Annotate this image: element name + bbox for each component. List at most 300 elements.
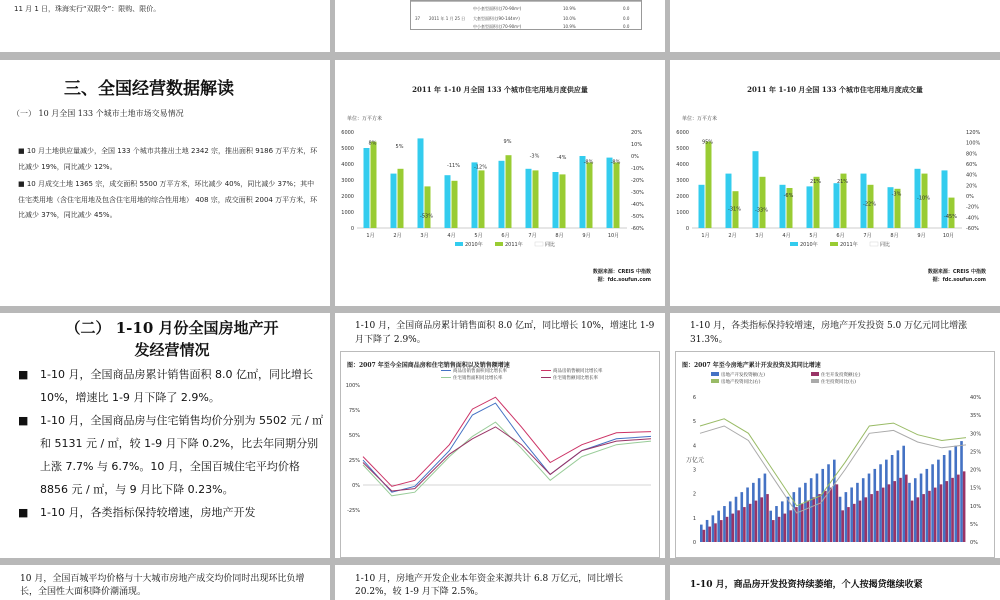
bar [879, 464, 882, 542]
bar [700, 525, 703, 542]
bar [807, 501, 810, 542]
bullet-item [18, 363, 328, 409]
bar [862, 478, 865, 542]
data-label: -8% [583, 159, 594, 166]
table-cell: 0.0 [623, 16, 630, 21]
bar [706, 520, 709, 542]
y2-tick-label: 35% [970, 413, 982, 420]
y2-tick-label: -40% [966, 215, 979, 222]
bullet-text: 1-10 月，全国商品房与住宅销售均价分别为 5502 元 / ㎡和 5131 元 / ㎡，较 1-9 月下降 0.2%，比去年同期分别上涨 7.7% 与 6.7%。10 月，全国百城住宅平均价格 8856 元 / ㎡，与 9 月比下降 0.23%。 [40, 414, 324, 496]
data-label: -33% [755, 207, 768, 214]
bar [553, 172, 559, 228]
bar [760, 497, 763, 542]
slide-thumbnail-8[interactable] [335, 313, 665, 558]
x-tick-label: 1月 [701, 233, 710, 239]
bar [882, 488, 885, 542]
bar [859, 501, 862, 542]
slide-thumbnail-5[interactable] [335, 60, 665, 306]
bar [781, 501, 784, 542]
data-label: 8% [368, 140, 377, 147]
data-label: 21% [809, 178, 822, 185]
bar [703, 530, 706, 542]
y-tick-label: 2 [692, 491, 696, 498]
legend-swatch [535, 242, 543, 246]
bar [934, 488, 937, 542]
bar [717, 511, 720, 542]
source-line: 数据来源：CREIS 中指数 [592, 269, 651, 275]
y2-tick-label: 100% [966, 140, 981, 147]
bar [587, 162, 593, 228]
data-label: 95% [701, 139, 714, 146]
y-tick-label: 4 [692, 443, 696, 450]
x-tick-label: 6月 [501, 233, 510, 239]
legend-label: 房地产开发投资额(左) [721, 373, 766, 378]
y2-tick-label: 15% [970, 485, 982, 492]
y-unit-label: 万亿元 [686, 457, 705, 464]
bar [943, 455, 946, 542]
y-tick-label: 3000 [676, 178, 689, 184]
bar [723, 506, 726, 542]
slide-caption: 1-10 月，商品房开发投资持续萎缩，个人按揭贷继续收紧 [690, 580, 923, 590]
y-tick-label: 4000 [341, 162, 354, 168]
legend-label: 2010年 [800, 242, 818, 248]
table-cell: 10.9% [563, 6, 576, 11]
data-label: -3% [891, 191, 902, 198]
y2-tick-label: -20% [631, 178, 644, 184]
bar [914, 478, 917, 542]
y2-tick-label: 0% [631, 154, 639, 160]
bar [735, 497, 738, 542]
bar [917, 497, 920, 542]
x-tick-label: 10月 [607, 233, 620, 239]
y-tick-label: 1000 [341, 210, 354, 216]
y-tick-label: 2000 [341, 194, 354, 200]
bar [445, 175, 451, 228]
slide-thumbnail-4[interactable] [0, 60, 330, 306]
slide-thumbnail-11[interactable] [335, 565, 665, 600]
x-tick-label: 3月 [755, 233, 764, 239]
table-cell: 大套型面积比(90-144m²) [473, 16, 520, 21]
data-label: 21% [836, 178, 849, 185]
bar [888, 484, 891, 542]
x-tick-label: 7月 [863, 233, 872, 239]
bar [818, 494, 821, 542]
legend-label: 2011年 [840, 242, 858, 248]
bar [740, 492, 743, 542]
y-tick-label: 75% [348, 408, 360, 414]
table-cell: 中小套型面积比(70-90m²) [473, 24, 522, 29]
chart-source [928, 268, 986, 284]
y-tick-label: 4000 [676, 162, 689, 168]
bar [847, 507, 850, 542]
chart-title: 图：2007 年至今全国商品房和住宅销售面积以及销售额增速 [347, 362, 510, 369]
bar [614, 162, 620, 228]
bar [949, 198, 955, 228]
bullet-text: 1-10 月，各类指标保持较增速，房地产开发 [40, 506, 256, 519]
bar [706, 142, 712, 228]
bar [732, 514, 735, 542]
table-cell: 2011 年 1 月 25 日 [429, 16, 466, 21]
bar [391, 174, 397, 228]
bar [506, 155, 512, 228]
bar [472, 162, 478, 228]
y-tick-label: 100% [345, 383, 360, 389]
bar [830, 488, 833, 542]
data-label: -45% [944, 214, 957, 220]
chart-title: 2011 年 1-10 月全国 133 个城市住宅用地月度供应量 [412, 85, 588, 94]
bar [876, 491, 879, 542]
y-tick-label: 5000 [676, 146, 689, 152]
table-cell: 37 [415, 16, 421, 21]
y2-tick-label: 20% [966, 183, 978, 190]
y2-tick-label: 30% [970, 431, 982, 438]
data-label: -22% [863, 201, 876, 208]
bar [899, 478, 902, 542]
bar [963, 471, 966, 542]
chart-frame [675, 351, 995, 558]
bar [533, 170, 539, 228]
bar [766, 494, 769, 542]
slide-thumbnail-12[interactable] [670, 565, 1000, 600]
bar [868, 474, 871, 542]
bullet-item [18, 501, 328, 524]
data-label: -11% [447, 163, 460, 170]
bar [839, 497, 842, 542]
section-heading: 三、全国经营数据解读 [64, 79, 234, 99]
y2-tick-label: 60% [966, 162, 978, 168]
slide-body [18, 363, 328, 524]
y-tick-label: 6 [692, 395, 696, 401]
data-table [410, 0, 642, 30]
bar [928, 491, 931, 542]
y-tick-label: 0 [350, 226, 354, 232]
bar [821, 469, 824, 542]
bar [865, 497, 868, 542]
heading-line: 发经营情况 [134, 341, 210, 359]
section-heading [22, 317, 322, 361]
bar [827, 464, 830, 542]
sales-growth-line-chart [341, 352, 661, 558]
legend-label: 2010年 [465, 242, 483, 248]
bar [893, 481, 896, 542]
bar [810, 478, 813, 542]
slide-thumbnail-6[interactable] [670, 60, 1000, 306]
y-tick-label: 25% [348, 458, 360, 464]
bar [772, 520, 775, 542]
bar [499, 161, 505, 228]
bar [908, 483, 911, 542]
data-label: -3% [529, 153, 540, 160]
y2-tick-label: 5% [970, 521, 978, 528]
bar [760, 177, 766, 228]
slide-caption: 1-10 月，各类指标保持较增速，房地产开发投资 5.0 万亿元同比增涨 31.3%。 [690, 321, 968, 345]
y2-tick-label: 25% [970, 449, 982, 456]
data-label: -31% [728, 206, 741, 213]
y2-tick-label: 120% [966, 130, 981, 136]
x-tick-label: 5月 [809, 233, 818, 239]
y2-tick-label: -30% [631, 190, 644, 196]
y-tick-label: 3 [692, 467, 696, 474]
legend-swatch [811, 372, 819, 376]
chart-title: 2011 年 1-10 月全国 133 个城市住宅用地月度成交量 [747, 85, 923, 94]
y-tick-label: 5000 [341, 146, 354, 152]
y2-tick-label: 40% [970, 395, 982, 401]
y2-tick-label: 0% [970, 540, 978, 546]
bar [607, 158, 613, 228]
table-cell: 0.0 [623, 24, 630, 29]
paragraph: ■ 10 月土地供应量减少，全国 133 个城市共推出土地 2342 宗，推出面积 9186 万平方米，环比减少 19%，同比减少 12%。 [18, 147, 318, 171]
legend-swatch [495, 242, 503, 246]
x-tick-label: 8月 [890, 233, 899, 239]
bar [755, 501, 758, 542]
bar [905, 475, 908, 542]
y-tick-label: 2000 [676, 194, 689, 200]
legend-label: 2011年 [505, 242, 523, 248]
x-tick-label: 9月 [917, 233, 926, 239]
x-tick-label: 2月 [728, 233, 737, 239]
legend-swatch [790, 242, 798, 246]
bar [752, 483, 755, 542]
bullet-icon: ■ [18, 368, 29, 381]
bar [753, 151, 759, 228]
source-line: 据：fdc.soufun.com [932, 277, 986, 283]
bar [834, 183, 840, 228]
bar [364, 148, 370, 228]
axis-unit: 单位：万平方米 [347, 116, 383, 122]
legend-label: 住宅销售面积同比增长率 [453, 376, 503, 381]
y2-tick-label: 80% [966, 151, 978, 158]
bullet-icon: ■ [18, 414, 29, 427]
bar [398, 169, 404, 228]
bar [833, 460, 836, 542]
bar [758, 478, 761, 542]
y2-tick-label: -60% [631, 226, 644, 232]
y2-tick-label: 20% [970, 467, 982, 474]
x-tick-label: 5月 [474, 233, 483, 239]
slide-caption: 1-10 月，房地产开发企业本年资金来源共计 6.8 万亿元，同比增长 20.2%，较 1-9 月下降 2.5%。 [355, 574, 624, 597]
investment-combo-chart [676, 352, 996, 558]
table-row [411, 20, 641, 35]
bar [960, 441, 963, 542]
legend-label: 同比 [880, 242, 891, 248]
y-tick-label: 5 [692, 419, 696, 426]
series-line [363, 422, 651, 496]
slide-thumbnail-7[interactable] [0, 313, 330, 558]
y2-tick-label: -20% [966, 204, 979, 211]
bar [841, 510, 844, 542]
table-cell: 中小套型面积比(70-90m²) [473, 6, 522, 11]
x-tick-label: 2月 [393, 233, 402, 239]
y2-tick-label: 10% [970, 503, 982, 510]
bar [920, 474, 923, 542]
y-tick-label: 6000 [676, 130, 689, 136]
bar [801, 504, 804, 542]
x-tick-label: 4月 [782, 233, 791, 239]
y-tick-label: 50% [348, 433, 360, 439]
data-label: -12% [474, 164, 487, 171]
x-tick-label: 7月 [528, 233, 537, 239]
legend-swatch [711, 379, 719, 383]
bar [726, 517, 729, 542]
chart-source [593, 268, 651, 284]
x-tick-label: 10月 [942, 233, 955, 239]
bar [926, 469, 929, 542]
bar [560, 174, 566, 228]
bar [945, 481, 948, 542]
data-label: -8% [610, 159, 621, 166]
y-tick-label: -25% [347, 508, 360, 514]
chart-frame [340, 351, 660, 558]
bar [775, 506, 778, 542]
source-line: 数据来源：CREIS 中指数 [927, 269, 986, 275]
bar [580, 156, 586, 228]
legend-swatch [455, 242, 463, 246]
legend-label: 住宅开发投资额(左) [821, 373, 861, 378]
bar [902, 446, 905, 542]
bar [949, 450, 952, 542]
x-tick-label: 6月 [836, 233, 845, 239]
bar [714, 523, 717, 542]
chart-title: 图：2007 年至今房地产累计开发投资及其同比增速 [682, 362, 821, 369]
bar [708, 527, 711, 542]
data-label: -53% [420, 213, 433, 220]
y2-tick-label: 20% [631, 130, 643, 136]
bar [764, 474, 767, 542]
bar [526, 169, 532, 228]
data-label: -4% [556, 154, 567, 161]
slide-thumbnail-1[interactable] [0, 0, 330, 52]
slide-thumbnail-2[interactable] [335, 0, 665, 52]
legend-label: 住宅销售额同比增长率 [553, 376, 598, 381]
bar [940, 484, 943, 542]
legend-label: 商品房销售面积同比增长率 [453, 369, 507, 374]
legend-label: 同比 [545, 242, 556, 248]
slide-body [18, 144, 318, 224]
x-tick-label: 9月 [582, 233, 591, 239]
slide-caption: 10 月，全国百城平均价格与十大城市房地产成交均价同时出现环比负增长，全国性大面积降价潮涌现。 [20, 574, 305, 597]
y-tick-label: 0% [352, 483, 360, 489]
slide-thumbnail-9[interactable] [670, 313, 1000, 558]
y2-tick-label: 0% [966, 194, 974, 200]
bar [853, 504, 856, 542]
bar [452, 181, 458, 228]
bar [807, 186, 813, 228]
bar [479, 170, 485, 228]
source-line: 据：fdc.soufun.com [597, 277, 651, 283]
bar [368, 140, 377, 228]
bar [778, 517, 781, 542]
bullet-icon: ■ [18, 506, 29, 519]
bar [856, 483, 859, 542]
bar [957, 475, 960, 542]
data-label: 5% [395, 144, 404, 150]
bar [737, 510, 740, 542]
bar [931, 464, 934, 542]
bar [812, 497, 815, 542]
bar [873, 469, 876, 542]
bar [845, 492, 848, 542]
y2-tick-label: -50% [631, 214, 644, 220]
table-cell: 0.0 [623, 6, 630, 11]
bar [816, 474, 819, 542]
bar [749, 504, 752, 542]
legend-label: 房地产投资同比(右) [721, 380, 761, 385]
axis-unit: 单位：万平方米 [682, 116, 718, 122]
y2-tick-label: 40% [966, 172, 978, 179]
data-label: 9% [503, 139, 512, 146]
data-label: -10% [917, 195, 930, 202]
legend-swatch [870, 242, 878, 246]
bar [780, 185, 786, 228]
y2-tick-label: 10% [631, 142, 643, 148]
legend-swatch [711, 372, 719, 376]
y-tick-label: 6000 [341, 130, 354, 136]
data-label: -6% [783, 193, 794, 200]
y-tick-label: 1000 [676, 210, 689, 216]
y2-tick-label: -40% [631, 202, 644, 208]
table-cell: 10.9% [563, 24, 576, 29]
slide-text: 11 月 1 日，珠海实行“双限令”：限购、限价。 [14, 5, 161, 13]
legend-swatch [830, 242, 838, 246]
slide-thumbnail-3[interactable] [670, 0, 1000, 52]
slide-thumbnail-10[interactable] [0, 565, 330, 600]
x-tick-label: 3月 [420, 233, 429, 239]
bar [784, 514, 787, 542]
bar [885, 460, 888, 542]
bar [911, 501, 914, 542]
x-tick-label: 1月 [366, 233, 375, 239]
sub-heading: （一） 10 月全国 133 个城市土地市场交易情况 [12, 109, 184, 118]
series-line [363, 427, 651, 491]
bar [951, 478, 954, 542]
bar [712, 515, 715, 542]
table-cell: 10.0% [563, 16, 576, 21]
bar [937, 460, 940, 542]
bar [850, 487, 853, 542]
bullet-item [18, 409, 328, 501]
bar [922, 494, 925, 542]
bar [425, 186, 431, 228]
y-tick-label: 0 [685, 226, 689, 232]
bar [769, 511, 772, 542]
bar [746, 487, 749, 542]
bar [891, 455, 894, 542]
bar [729, 501, 732, 542]
bar [836, 484, 839, 542]
bar [804, 483, 807, 542]
legend-swatch [811, 379, 819, 383]
bar [870, 494, 873, 542]
bar [787, 497, 790, 542]
y-tick-label: 1 [692, 515, 696, 522]
bar [789, 510, 792, 542]
y-tick-label: 3000 [341, 178, 354, 184]
x-tick-label: 8月 [555, 233, 564, 239]
y2-tick-label: -60% [966, 226, 979, 232]
bar [954, 446, 957, 542]
bar [726, 174, 732, 228]
bar [699, 185, 705, 228]
y-tick-label: 0 [692, 540, 696, 546]
bar [720, 520, 723, 542]
bar [743, 507, 746, 542]
bar [798, 487, 801, 542]
paragraph: ■ 10 月成交土地 1365 宗，成交面积 5500 万平方米，环比减少 40%，同比减少 37%；其中住宅类用地（含住宅用地及包含住宅用地的综合性用地） 408 宗，成交面积 2004 万平方米，环比减少 37%，同比减少 45%。 [18, 180, 318, 219]
y2-tick-label: -10% [631, 166, 644, 172]
legend-label: 商品房销售额同比增长率 [553, 369, 603, 374]
bar [897, 450, 900, 542]
x-tick-label: 4月 [447, 233, 456, 239]
